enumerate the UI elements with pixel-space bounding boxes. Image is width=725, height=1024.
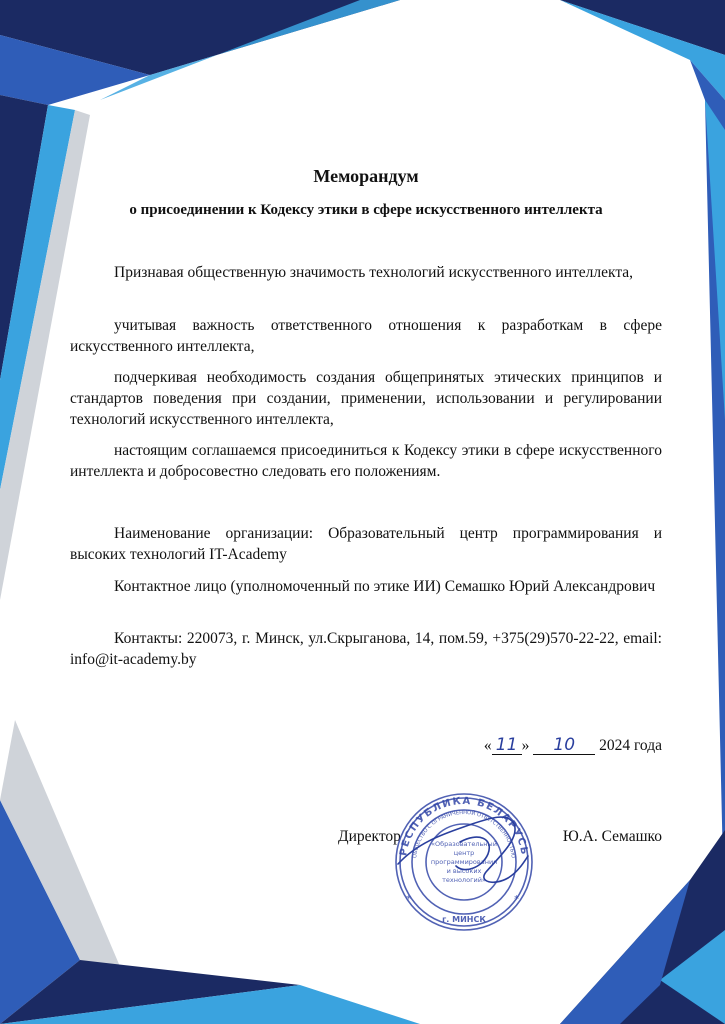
contacts: Контакты: 220073, г. Минск, ул.Скрыганова, 14, пом.59, +375(29)570-22-22, email: info@it-academy.by [70, 630, 662, 668]
svg-text:центр: центр [453, 849, 475, 857]
svg-text:и высоких: и высоких [446, 867, 482, 875]
date-month: 10 [533, 736, 595, 755]
date-close-quote: » [521, 737, 530, 754]
date-open-quote: « [483, 737, 492, 754]
svg-text:*: * [514, 894, 519, 905]
memorandum-subtitle: о присоединении к Кодексу этики в сфере искусственного интеллекта [129, 202, 603, 218]
svg-text:*: * [406, 894, 411, 905]
preamble-paragraph-3: подчеркивая необходимость создания общепринятых этических принципов и стандартов поведения при создании, применении, использовании и регулировании технологий искусственного интеллекта, [70, 369, 662, 428]
preamble-paragraph-4: настоящим соглашаемся присоединиться к Кодексу этики в сфере искусственного интеллекта и добросовестно следовать его положениям. [70, 442, 662, 480]
signatory-role: Директор [338, 828, 401, 845]
svg-text:ОБЩЕСТВО С ОГРАНИЧЕННОЙ ОТВЕТС: ОБЩЕСТВО С ОГРАНИЧЕННОЙ ОТВЕТСТВЕННОСТЬЮ [412, 809, 516, 859]
date-day: 11 [492, 736, 522, 755]
contact-person: Контактное лицо (уполномоченный по этике ИИ) Семашко Юрий Александрович [114, 578, 656, 595]
svg-text:«Образовательный: «Образовательный [431, 840, 497, 848]
svg-text:программирования: программирования [430, 858, 498, 866]
svg-text:г. МИНСК: г. МИНСК [442, 915, 486, 924]
organization-name: Наименование организации: Образовательный центр программирования и высоких технологий IT-Academy [70, 525, 662, 563]
date-year: 2024 года [599, 737, 662, 754]
svg-text:технологий»: технологий» [442, 876, 486, 884]
memorandum-title: Меморандум [313, 166, 419, 186]
preamble-paragraph-2: учитывая важность ответственного отношения к разработкам в сфере искусственного интеллекта, [70, 317, 662, 355]
handwritten-signature [390, 802, 540, 902]
signatory-name: Ю.А. Семашко [562, 828, 662, 845]
svg-text:РЕСПУБЛИКА БЕЛАРУСЬ: РЕСПУБЛИКА БЕЛАРУСЬ [398, 795, 530, 857]
signing-date [484, 736, 662, 755]
preamble-paragraph-1: Признавая общественную значимость технологий искусственного интеллекта, [114, 264, 634, 281]
